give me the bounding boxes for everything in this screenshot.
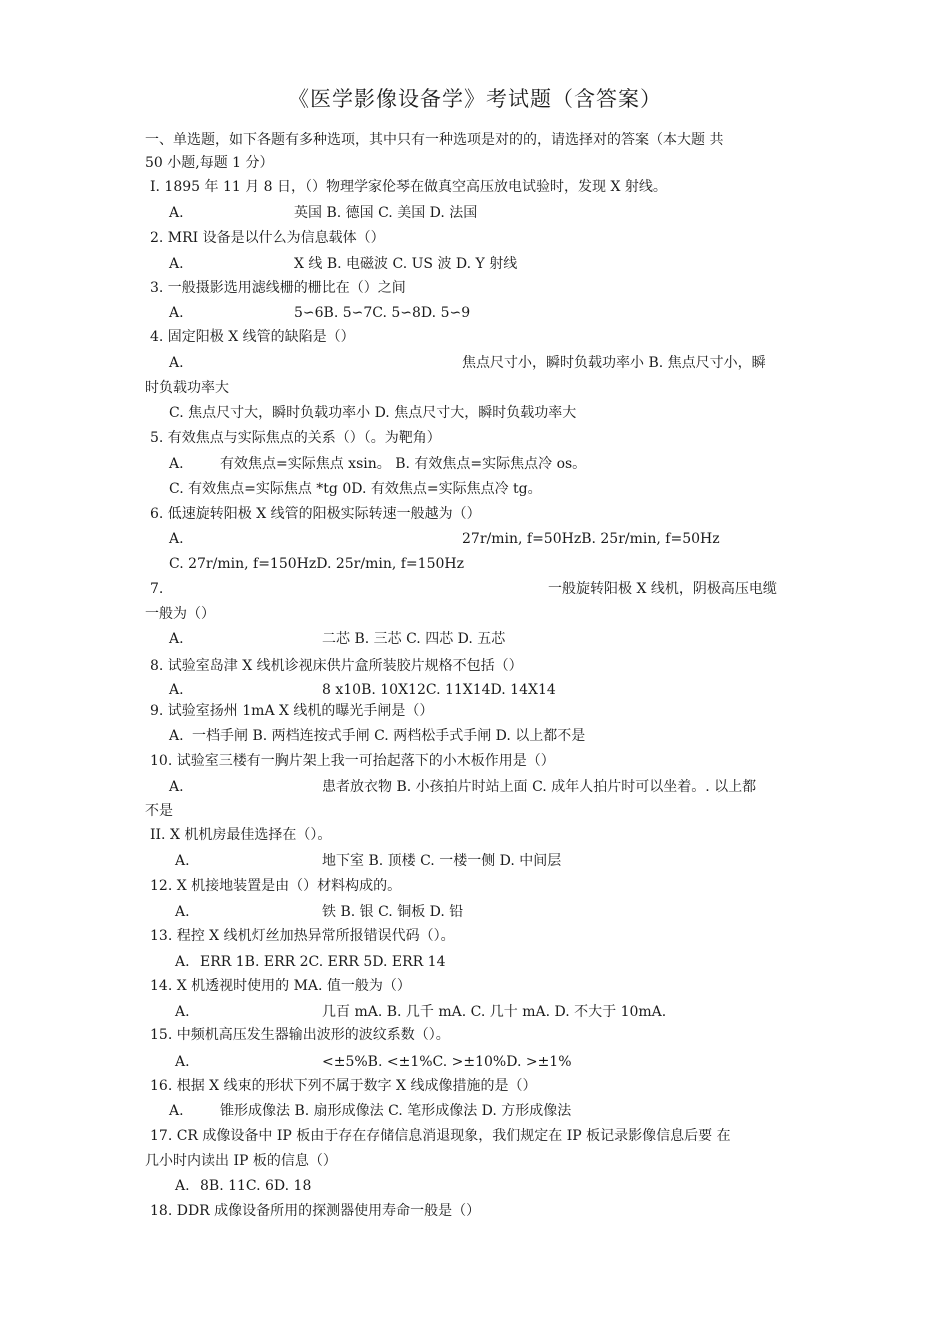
option-text: C. 有效焦点=实际焦点 *tg 0D. 有效焦点=实际焦点冷 tg。 (169, 481, 542, 497)
option-text: 锥形成像法 B. 扇形成像法 C. 笔形成像法 D. 方形成像法 (220, 1103, 572, 1119)
option-prefix: A. (169, 682, 184, 698)
question-stem: 12. X 机接地装置是由（）材料构成的。 (150, 878, 402, 894)
question-stem: 一般旋转阳极 X 线机，阴极高压电缆 (548, 581, 777, 597)
question-stem: 14. X 机透视时使用的 MA. 值一般为（） (150, 978, 411, 994)
option-prefix: A. (175, 954, 190, 970)
question-stem: 9. 试验室扬州 1mA X 线机的曝光手闸是（） (150, 703, 434, 719)
option-text: 不是 (145, 803, 173, 819)
question-stem: II. X 机机房最佳选择在（）。 (150, 827, 332, 843)
question-stem: 17. CR 成像设备中 IP 板由于存在存储信息消退现象，我们规定在 IP 板记录影像信息后要 在 (150, 1128, 731, 1144)
question-stem: 6. 低速旋转阳极 X 线管的阳极实际转速一般越为（） (150, 506, 481, 522)
question-stem: 16. 根据 X 线束的形状下列不属于数字 X 线成像措施的是（） (150, 1078, 537, 1094)
option-text: X 线 B. 电磁波 C. US 波 D. Y 射线 (294, 256, 518, 272)
option-text: 8B. 11C. 6D. 18 (200, 1178, 312, 1194)
question-stem: 3. 一般摄影选用滤线栅的栅比在（）之间 (150, 280, 406, 296)
option-prefix: A. (169, 205, 184, 221)
option-text: 铁 B. 银 C. 铜板 D. 铅 (322, 904, 464, 920)
option-text: 焦点尺寸小，瞬时负载功率小 B. 焦点尺寸小，瞬 (462, 355, 766, 371)
question-stem: 一般为（） (145, 606, 215, 622)
option-prefix: A. (169, 531, 184, 547)
option-text: 一档手闸 B. 两档连按式手闸 C. 两档松手式手闸 D. 以上都不是 (192, 728, 586, 744)
question-stem: 几小时内读出 IP 板的信息（） (145, 1153, 337, 1169)
question-stem: 13. 程控 X 线机灯丝加热异常所报错误代码（）。 (150, 928, 455, 944)
option-text: C. 27r/min, f=150HzD. 25r/min, f=150Hz (169, 556, 464, 572)
option-prefix: A. (169, 631, 184, 647)
question-stem: 18. DDR 成像设备所用的探测器使用寿命一般是（） (150, 1203, 481, 1219)
option-prefix: A. (175, 1004, 190, 1020)
option-prefix: A. (169, 728, 184, 744)
option-text: 几百 mA. B. 几千 mA. C. 几十 mA. D. 不大于 10mA. (322, 1004, 667, 1020)
option-prefix: A. (175, 1178, 190, 1194)
option-prefix: A. (169, 305, 184, 321)
option-prefix: A. (169, 256, 184, 272)
question-stem: 15. 中频机高压发生器输出波形的波纹系数（）。 (150, 1027, 450, 1043)
option-text: <±5%B. <±1%C. >±10%D. >±1% (322, 1054, 572, 1070)
question-stem: I. 1895 年 11 月 8 日，（）物理学家伦琴在做真空高压放电试验时，发现 X 射线。 (150, 179, 667, 195)
option-text: 27r/min, f=50HzB. 25r/min, f=50Hz (462, 531, 720, 547)
option-text: 有效焦点=实际焦点 xsin。 B. 有效焦点=实际焦点冷 os。 (220, 456, 587, 472)
option-prefix: A. (169, 1103, 184, 1119)
page-title: 《医学影像设备学》考试题（含答案） (288, 87, 662, 111)
option-text: 8 x10B. 10X12C. 11X14D. 14X14 (322, 682, 556, 698)
option-prefix: A. (169, 355, 184, 371)
option-prefix: A. (169, 456, 184, 472)
question-stem: 8. 试验室岛津 X 线机诊视床供片盒所装胶片规格不包括（） (150, 658, 523, 674)
question-stem: 7. (150, 581, 164, 597)
option-text: 二芯 B. 三芯 C. 四芯 D. 五芯 (322, 631, 506, 647)
question-stem: 5. 有效焦点与实际焦点的关系（）（。为靶角） (150, 430, 441, 446)
option-text: 5∽6B. 5∽7C. 5∽8D. 5∽9 (294, 305, 471, 321)
option-prefix: A. (175, 853, 190, 869)
option-text: 患者放衣物 B. 小孩拍片时站上面 C. 成年人拍片时可以坐着。. 以上都 (322, 779, 757, 795)
option-text: C. 焦点尺寸大，瞬时负载功率小 D. 焦点尺寸大，瞬时负载功率大 (169, 405, 577, 421)
question-stem: 2. MRI 设备是以什么为信息载体（） (150, 230, 385, 246)
question-stem: 10. 试验室三楼有一胸片架上我一可抬起落下的小木板作用是（） (150, 753, 555, 769)
option-prefix: A. (169, 779, 184, 795)
section-intro-line: 50 小题,每题 1 分） (145, 155, 274, 171)
option-text: ERR 1B. ERR 2C. ERR 5D. ERR 14 (200, 954, 446, 970)
option-text: 地下室 B. 顶楼 C. 一楼一侧 D. 中间层 (322, 853, 562, 869)
question-stem: 4. 固定阳极 X 线管的缺陷是（） (150, 329, 355, 345)
option-text: 英国 B. 德国 C. 美国 D. 法国 (294, 205, 478, 221)
option-prefix: A. (175, 1054, 190, 1070)
option-prefix: A. (175, 904, 190, 920)
option-text: 时负载功率大 (145, 380, 229, 396)
section-intro-line: 一、单选题，如下各题有多种选项，其中只有一种选项是对的的，请选择对的答案（本大题 共 (145, 132, 724, 148)
